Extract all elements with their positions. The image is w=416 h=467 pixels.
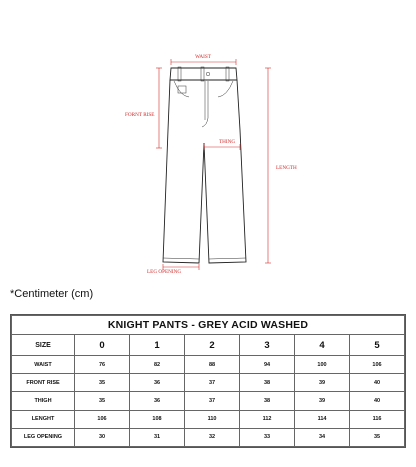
row-label-front-rise: FRONT RISE <box>12 374 75 392</box>
table-cell: 37 <box>185 392 240 410</box>
table-cell: 40 <box>350 374 405 392</box>
row-label-thigh: THIGH <box>12 392 75 410</box>
row-label-length: LENGHT <box>12 410 75 428</box>
table-cell: 35 <box>75 374 130 392</box>
size-cell: 1 <box>130 335 185 356</box>
table-cell: 39 <box>295 374 350 392</box>
table-cell: 116 <box>350 410 405 428</box>
table-cell: 35 <box>75 392 130 410</box>
table-cell: 100 <box>295 356 350 374</box>
row-label-waist: WAIST <box>12 356 75 374</box>
table-cell: 40 <box>350 392 405 410</box>
table-cell: 34 <box>295 428 350 446</box>
table-cell: 114 <box>295 410 350 428</box>
table-cell: 30 <box>75 428 130 446</box>
table-cell: 36 <box>130 374 185 392</box>
table-row <box>12 392 405 410</box>
table-cell: 106 <box>350 356 405 374</box>
waist-label: WAIST <box>195 54 211 60</box>
thigh-label: THING <box>219 139 236 145</box>
table-cell: 82 <box>130 356 185 374</box>
table-cell: 39 <box>295 392 350 410</box>
table-cell: 32 <box>185 428 240 446</box>
waist-dimension <box>171 54 236 65</box>
table-row <box>12 410 405 428</box>
table-cell: 106 <box>75 410 130 428</box>
table-row <box>12 428 405 446</box>
length-dimension <box>265 68 297 263</box>
size-cell: 4 <box>295 335 350 356</box>
row-label-leg-opening: LEG OPENING <box>12 428 75 446</box>
size-cell: 3 <box>240 335 295 356</box>
table-row <box>12 356 405 374</box>
table-title: KNIGHT PANTS - GREY ACID WASHED <box>12 316 405 335</box>
size-cell: 5 <box>350 335 405 356</box>
size-cell: 2 <box>185 335 240 356</box>
front-rise-dimension <box>125 68 162 148</box>
leg-opening-label: LEG OPENING <box>147 269 182 275</box>
pants-sketch <box>163 67 246 263</box>
table-cell: 33 <box>240 428 295 446</box>
table-cell: 31 <box>130 428 185 446</box>
table-cell: 88 <box>185 356 240 374</box>
size-cell: 0 <box>75 335 130 356</box>
unit-note: *Centimeter (cm) <box>10 288 94 300</box>
table-cell: 76 <box>75 356 130 374</box>
table-cell: 37 <box>185 374 240 392</box>
size-chart-table <box>10 314 406 448</box>
table-cell: 38 <box>240 392 295 410</box>
table-cell: 112 <box>240 410 295 428</box>
table-cell: 108 <box>130 410 185 428</box>
leg-opening-dimension <box>147 264 199 275</box>
front-rise-label: FORNT RISE <box>125 112 155 118</box>
table-cell: 38 <box>240 374 295 392</box>
table-cell: 110 <box>185 410 240 428</box>
size-header: SIZE <box>12 335 75 356</box>
table-row <box>12 374 405 392</box>
table-cell: 36 <box>130 392 185 410</box>
table-cell: 94 <box>240 356 295 374</box>
table-cell: 35 <box>350 428 405 446</box>
length-label: LENGTH <box>276 165 297 171</box>
thigh-dimension <box>204 139 240 150</box>
